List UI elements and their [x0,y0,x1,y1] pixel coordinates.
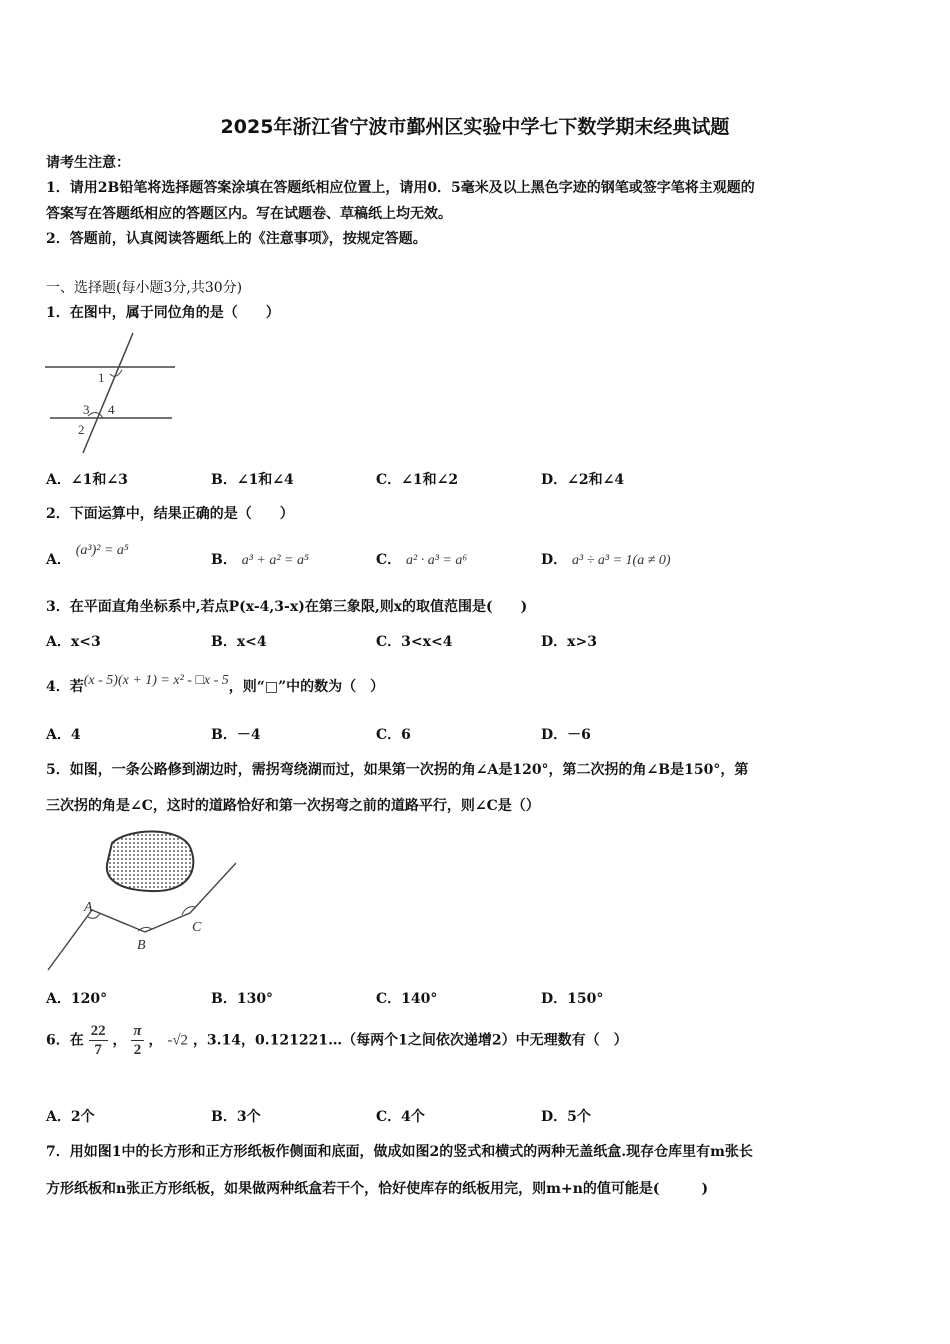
section-heading: 一、选择题(每小题3分,共30分) [46,280,243,296]
q6-option-a[interactable]: A．2个 [46,1109,95,1125]
q3-option-b[interactable]: B．x<4 [211,634,267,650]
q6-option-c[interactable]: C．4个 [376,1109,425,1125]
angle-label-1: 1 [98,370,105,385]
q4-option-a[interactable]: A．4 [46,727,81,743]
fraction-22-7 [89,1022,108,1059]
q3-option-a[interactable]: A．x<3 [46,634,101,650]
q2-stem: 2．下面运算中，结果正确的是（ ） [46,506,294,522]
q2-option-b-label: B． [211,552,237,568]
q6-rest: ，3.14，0.121221…（每两个1之间依次递增2）中无理数有（ ） [192,1032,628,1049]
notice-line-1b: 答案写在答题纸相应的答题区内。写在试题卷、草稿纸上均无效。 [46,206,452,222]
q3-option-c[interactable]: C．3<x<4 [376,634,453,650]
fraction-2-numerator: π [133,1023,142,1039]
q5-option-b[interactable]: B．130° [211,991,274,1007]
q6-separator-1: ， [112,1032,127,1049]
point-label-c: C [192,920,202,935]
notice-line-1a: 1．请用2B铅笔将选择题答案涂填在答题纸相应位置上，请用0．5毫米及以上黑色字迹的钢笔或签字笔将主观题的 [46,180,755,196]
q6-option-d[interactable]: D．5个 [541,1109,591,1125]
q4-option-d[interactable]: D．－6 [541,727,591,743]
q1-option-c[interactable]: C．∠1和∠2 [376,472,459,488]
fraction-1-numerator: 22 [90,1023,106,1039]
notice-heading: 请考生注意： [46,155,130,171]
q1-option-a[interactable]: A．∠1和∠3 [46,472,128,488]
fraction-1-denominator: 7 [94,1042,102,1058]
q2-option-d-label: D． [541,552,568,568]
angle-label-4: 4 [108,402,115,417]
q4-option-c[interactable]: C．6 [376,727,411,743]
q5-option-c[interactable]: C．140° [376,991,438,1007]
q5-stem-line-2: 三次拐的角是∠C，这时的道路恰好和第一次拐弯之前的道路平行，则∠C是（） [46,798,540,814]
q3-option-d[interactable]: D．x>3 [541,634,597,650]
q4-stem [46,673,385,696]
q2-option-a-expr: (a³)² = a⁵ [75,543,129,558]
q1-option-d[interactable]: D．∠2和∠4 [541,472,625,488]
q2-option-b-expr: a³ + a² = a⁵ [241,553,309,568]
q2-option-a-label: A． [46,552,71,568]
q6-separator-2: ， [148,1032,163,1049]
q7-stem-line-1: 7．用如图1中的长方形和正方形纸板作侧面和底面，做成如图2的竖式和横式的两种无盖纸盒.现存仓库里有m张长 [46,1144,753,1160]
q5-option-d[interactable]: D．150° [541,991,604,1007]
q1-option-b[interactable]: B．∠1和∠4 [211,472,294,488]
q6-prefix: 6．在 [46,1032,84,1049]
q2-option-c[interactable] [376,549,467,569]
q5-option-a[interactable]: A．120° [46,991,108,1007]
negative-sqrt-2: -√2 [167,1032,189,1049]
fraction-2-denominator: 2 [133,1042,142,1058]
q2-option-c-expr: a² · a³ = a⁶ [406,553,468,568]
fraction-pi-2 [131,1022,143,1059]
q5-stem-line-1: 5．如图，一条公路修到湖边时，需拐弯绕湖而过，如果第一次拐的角∠A是120°，第二次拐的角∠B是150°，第 [46,762,749,778]
q2-option-b[interactable] [211,549,309,569]
angle-label-2: 2 [78,422,85,437]
angle-3-4-arc [88,412,103,418]
q6-stem [46,1022,628,1059]
q2-option-c-label: C． [376,552,402,568]
q3-stem: 3．在平面直角坐标系中,若点P(x-4,3-x)在第三象限,则x的取值范围是( ) [46,599,528,615]
q1-figure [40,330,190,455]
lake [107,831,194,891]
q4-stem-suffix: ，则“□”中的数为（ ） [228,679,385,695]
q4-expression: (x - 5)(x + 1) = x² - □x - 5 [83,673,229,688]
point-label-a: A [84,900,93,915]
angle-label-3: 3 [83,402,90,417]
q5-figure [40,825,250,980]
q1-stem: 1．在图中，属于同位角的是（ ） [46,305,280,321]
q6-option-b[interactable]: B．3个 [211,1109,261,1125]
point-label-b: B [137,938,146,953]
notice-line-2: 2．答题前，认真阅读答题纸上的《注意事项》，按规定答题。 [46,231,427,247]
q4-option-b[interactable]: B．－4 [211,727,261,743]
q2-option-d[interactable] [541,549,671,569]
page-title: 2025年浙江省宁波市鄞州区实验中学七下数学期末经典试题 [220,116,730,138]
q2-option-a[interactable] [46,543,129,569]
transversal [83,333,133,453]
q7-stem-line-2: 方形纸板和n张正方形纸板，如果做两种纸盒若干个，恰好使库存的纸板用完，则m+n的值可能是( ) [46,1181,709,1197]
q2-option-d-expr: a³ ÷ a³ = 1(a ≠ 0) [572,553,671,568]
q4-stem-prefix: 4．若 [46,679,84,695]
